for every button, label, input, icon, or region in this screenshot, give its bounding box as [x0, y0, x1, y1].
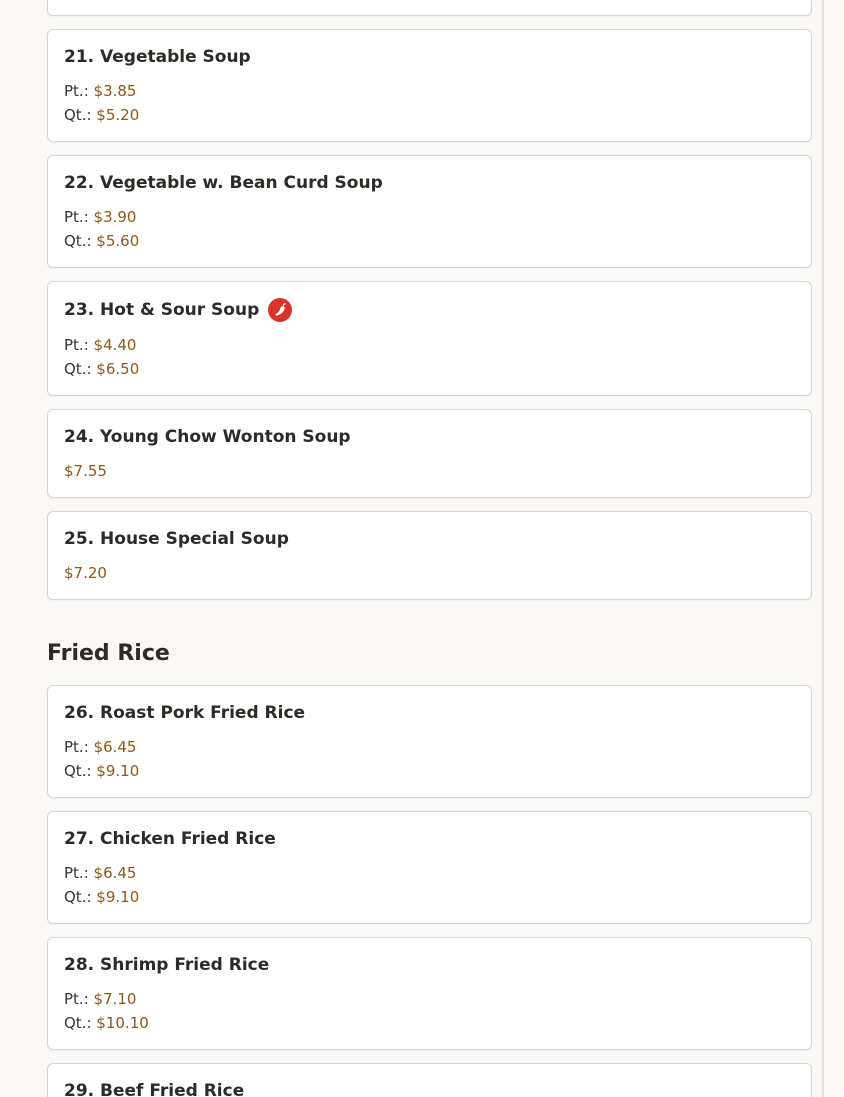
price-label: Qt.:: [64, 232, 92, 250]
menu-item-card[interactable]: [47, 685, 812, 798]
section-heading: Fried Rice: [47, 641, 170, 666]
price-value: $9.10: [96, 888, 140, 906]
menu-item-card[interactable]: [47, 281, 812, 396]
price-label: Qt.:: [64, 1014, 92, 1032]
price-value: $7.20: [64, 564, 107, 582]
price-label: Pt.:: [64, 738, 89, 756]
price-row: [64, 759, 795, 783]
price-label: Qt.:: [64, 762, 92, 780]
menu-item-title: [64, 298, 795, 322]
price-row: [64, 561, 795, 585]
price-value: $6.45: [93, 864, 137, 882]
menu-item-name: 27. Chicken Fried Rice: [64, 829, 276, 849]
price-row: [64, 103, 795, 127]
price-row: [64, 861, 795, 885]
price-row: [64, 229, 795, 253]
menu-item-title: [64, 828, 795, 850]
menu-item-card[interactable]: [47, 29, 812, 142]
price-label: Pt.:: [64, 336, 89, 354]
price-value: $5.60: [96, 232, 140, 250]
menu-item-title: [64, 172, 795, 194]
price-row: [64, 79, 795, 103]
price-row: [64, 333, 795, 357]
price-label: Qt.:: [64, 360, 92, 378]
menu-list: [47, 0, 812, 1097]
menu-item-name: 21. Vegetable Soup: [64, 47, 251, 67]
price-label: Pt.:: [64, 82, 89, 100]
price-value: $6.45: [93, 738, 137, 756]
scrollbar-track[interactable]: [822, 0, 824, 1097]
price-value: $5.20: [96, 106, 140, 124]
price-label: Qt.:: [64, 106, 92, 124]
price-row: [64, 987, 795, 1011]
menu-item-name: 22. Vegetable w. Bean Curd Soup: [64, 173, 383, 193]
menu-item-name: 23. Hot & Sour Soup: [64, 300, 260, 320]
price-row: [64, 357, 795, 381]
price-value: $4.40: [93, 336, 137, 354]
menu-item-title: [64, 1080, 795, 1097]
menu-item-name: 25. House Special Soup: [64, 529, 289, 549]
price-row: [64, 1011, 795, 1035]
chili-pepper-icon: [268, 298, 292, 322]
price-value: $9.10: [96, 762, 140, 780]
price-value: $7.10: [93, 990, 137, 1008]
price-label: Pt.:: [64, 990, 89, 1008]
price-label: Pt.:: [64, 208, 89, 226]
price-row: [64, 459, 795, 483]
price-label: Pt.:: [64, 864, 89, 882]
menu-item-name: 24. Young Chow Wonton Soup: [64, 427, 351, 447]
menu-item-card-previous[interactable]: [47, 0, 812, 16]
price-value: $10.10: [96, 1014, 149, 1032]
menu-item-title: [64, 528, 795, 550]
price-value: $3.85: [93, 82, 137, 100]
menu-item-title: [64, 954, 795, 976]
menu-item-title: [64, 426, 795, 448]
price-value: $7.55: [64, 462, 107, 480]
price-label: Qt.:: [64, 888, 92, 906]
menu-item-name: 26. Roast Pork Fried Rice: [64, 703, 306, 723]
menu-item-title: [64, 46, 795, 68]
price-row: [64, 735, 795, 759]
menu-item-card[interactable]: [47, 409, 812, 498]
menu-item-card[interactable]: [47, 155, 812, 268]
menu-item-title: [64, 702, 795, 724]
menu-item-name: 28. Shrimp Fried Rice: [64, 955, 270, 975]
price-row: [64, 205, 795, 229]
menu-item-card[interactable]: [47, 811, 812, 924]
price-row: [64, 885, 795, 909]
menu-item-card[interactable]: [47, 1063, 812, 1097]
price-value: $3.90: [93, 208, 137, 226]
menu-item-name: 29. Beef Fried Rice: [64, 1081, 245, 1097]
menu-item-card[interactable]: [47, 511, 812, 600]
menu-item-card[interactable]: [47, 937, 812, 1050]
price-value: $6.50: [96, 360, 140, 378]
